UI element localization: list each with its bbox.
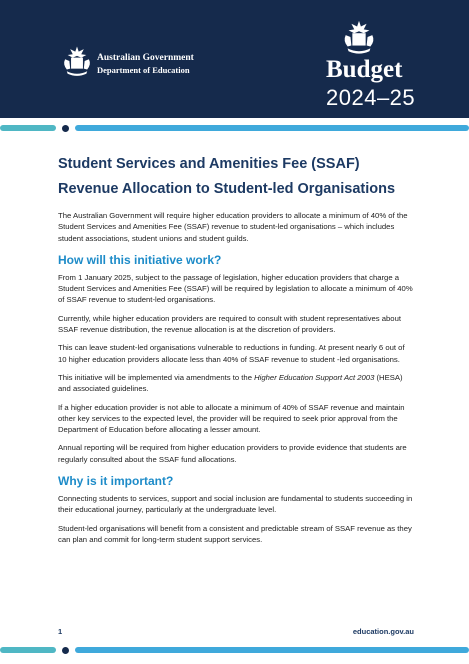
- body-paragraph: Annual reporting will be required from higher education providers to provide evidence that students are regularly consulted about the SSAF fund allocations.: [58, 443, 407, 464]
- top-stripe-right: [75, 125, 469, 131]
- top-stripe-dot: [62, 125, 69, 132]
- document-title: Student Services and Amenities Fee (SSAF) Revenue Allocation to Student-led Organisations: [58, 156, 396, 197]
- top-stripe-left: [0, 125, 56, 131]
- body-paragraph: Student-led organisations will benefit from a consistent and predictable stream of SSAF revenue as they can plan and commit for long-term student support services.: [58, 523, 412, 544]
- document-body: [58, 210, 414, 552]
- coat-of-arms-icon: [60, 44, 94, 78]
- act-name: Higher Education Support Act 2003: [254, 372, 375, 382]
- intro-paragraph: The Australian Government will require higher education providers to allocate a minimum of 40% of the Student Services and Amenities Fee (SSAF) revenue to student-led organisations – which includes student associations, student unions and student guilds.: [58, 211, 408, 243]
- body-paragraph: [58, 372, 414, 395]
- header-banner: [0, 0, 469, 118]
- section-heading: How will this initiative work?: [58, 252, 222, 267]
- government-wordmark: [97, 52, 194, 76]
- body-paragraph: This can leave student-led organisations vulnerable to reductions in funding. At present nearly 6 out of 10 higher education providers allocate less than 40% of SSAF revenue to student -led organisations.: [58, 343, 405, 364]
- section-heading: Why is it important?: [58, 474, 174, 489]
- org-name: Australian Government: [97, 53, 194, 63]
- bottom-stripe-left: [0, 647, 56, 653]
- budget-year: 2024–25: [326, 85, 416, 110]
- body-paragraph: From 1 January 2025, subject to the passage of legislation, higher education providers that charge a Student Services and Amenities Fee (SSAF) will be required by legislation to allocate a minimum of 40% of SSAF revenue to student-led organisations.: [58, 272, 413, 305]
- text-span: This initiative will be implemented via amendments to the: [58, 372, 255, 382]
- page-number: 1: [58, 627, 63, 636]
- text-span: (HESA) and associated guidelines.: [58, 372, 403, 394]
- body-paragraph: If a higher education provider is not able to allocate a minimum of 40% of SSAF revenue and maintain other key services to the expected level, the provider will be required to seek prior approval from the Department of Education before allocating a lesser amount.: [58, 402, 405, 435]
- budget-title: Budget: [326, 56, 403, 83]
- footer-website-link[interactable]: education.gov.au: [352, 627, 414, 636]
- bottom-stripe-dot: [62, 647, 69, 654]
- body-paragraph: Connecting students to services, support and social inclusion are fundamental to students succeeding in their educational journey, particularly at the undergraduate level.: [58, 494, 413, 515]
- bottom-stripe-right: [75, 647, 469, 653]
- coat-of-arms-icon: [340, 18, 378, 56]
- department-name: Department of Education: [97, 65, 190, 75]
- body-paragraph: Currently, while higher education providers are required to consult with student representatives about SSAF revenue distribution, the revenue allocation is at the discretion of providers.: [58, 313, 401, 335]
